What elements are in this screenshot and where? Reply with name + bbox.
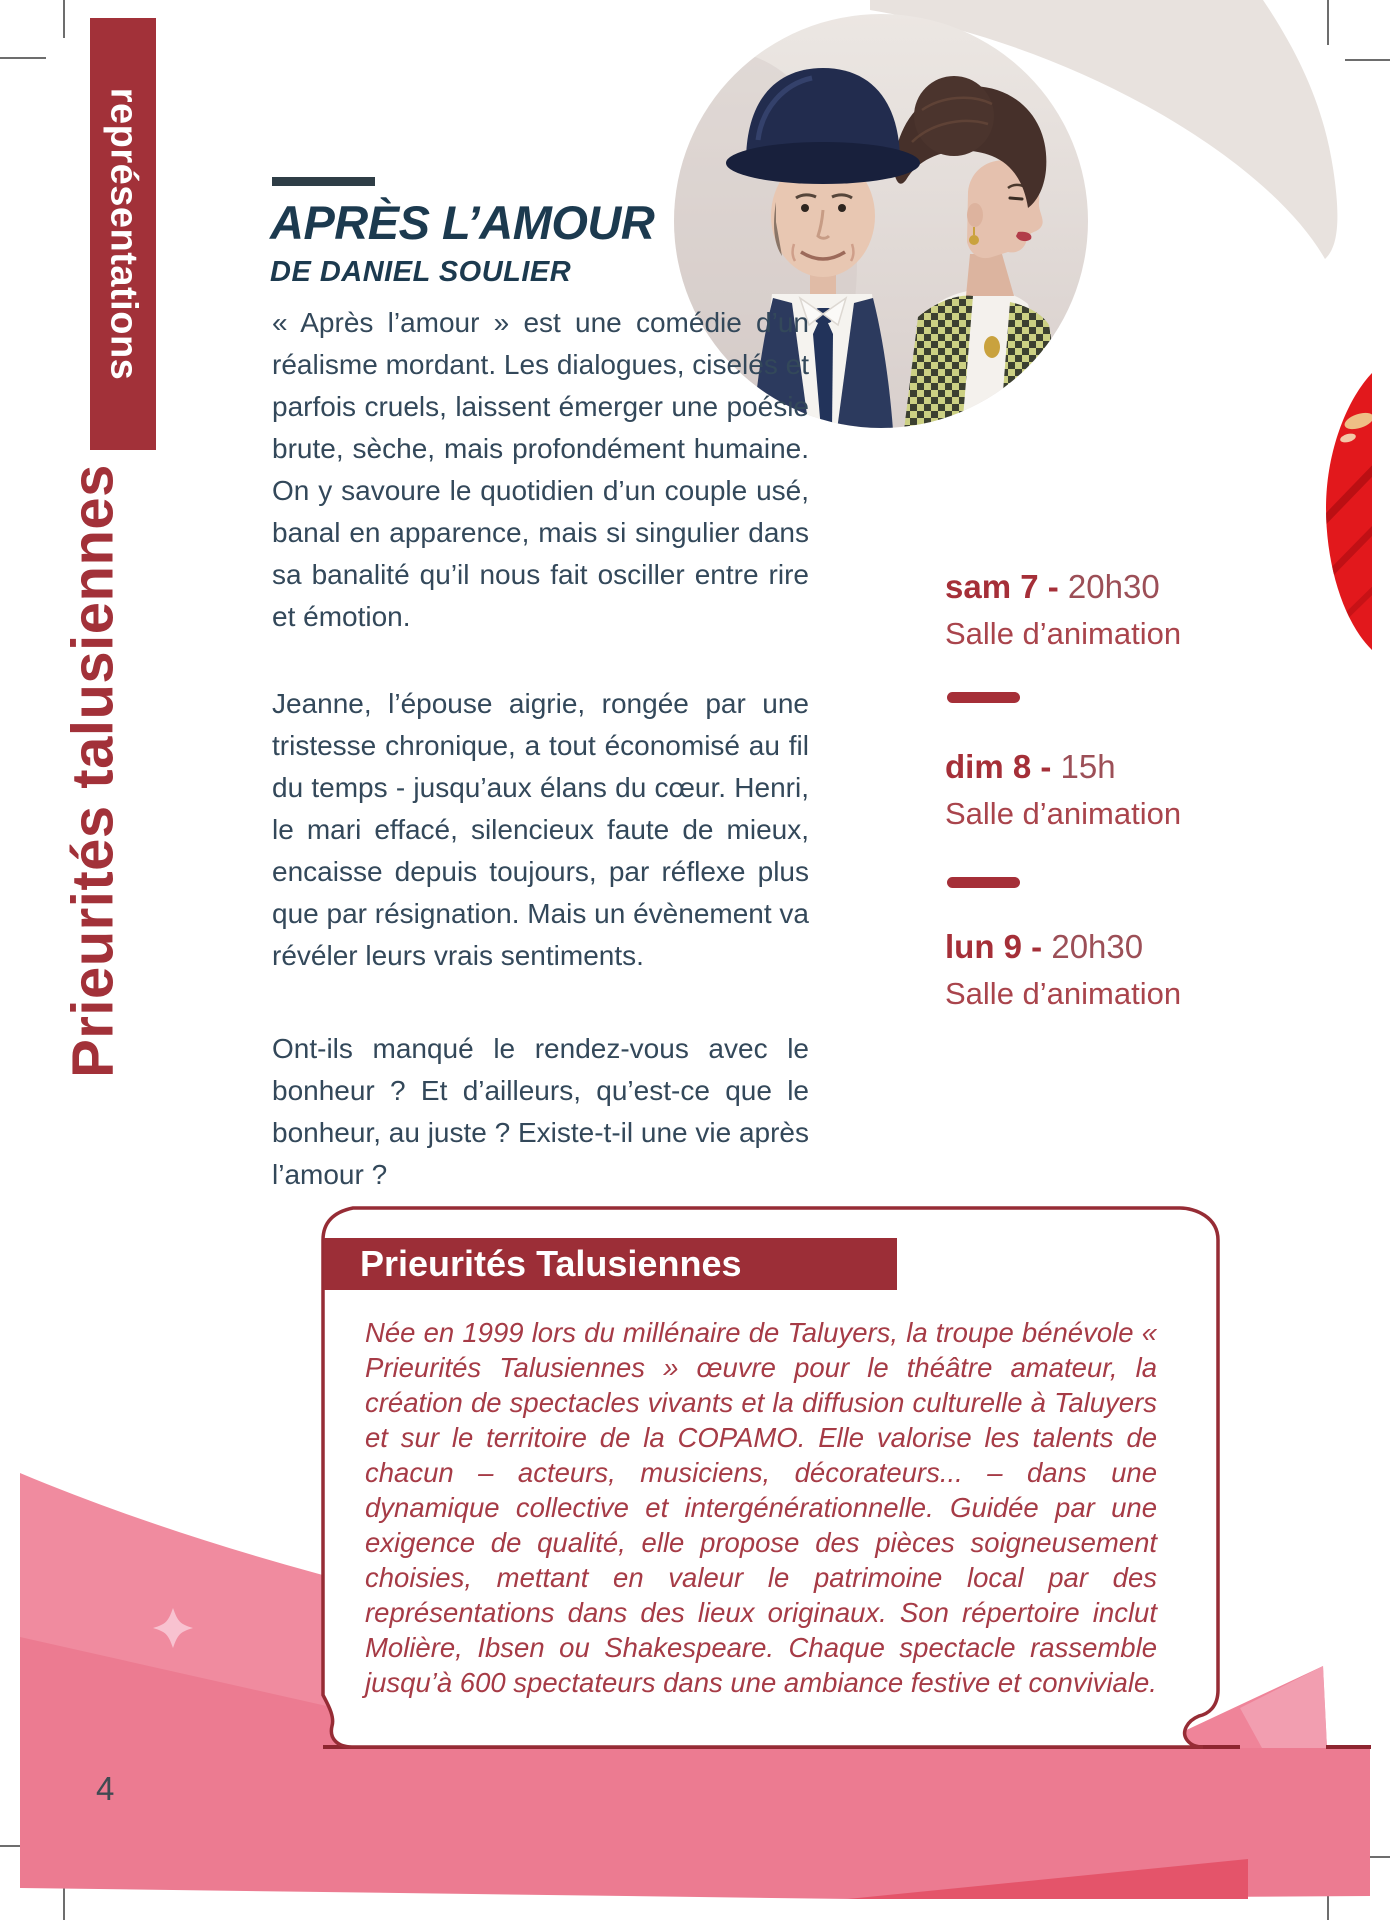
schedule-item-1 bbox=[945, 568, 1160, 606]
woman-ear bbox=[967, 203, 983, 227]
schedule-divider-dash bbox=[947, 692, 1020, 703]
man-eye-right bbox=[838, 204, 846, 212]
schedule-time: 15h bbox=[1060, 748, 1116, 785]
title-accent-bar bbox=[272, 177, 375, 186]
show-paragraph-3: Ont-ils manqué le rendez-vous avec le bonheur ? Et d’ailleurs, qu’est-ce que le bonheur, au juste ? Existe-t-il une vie après l’amour ? bbox=[272, 1033, 809, 1190]
sidebar-banner-label: représentations bbox=[102, 87, 145, 381]
pendant bbox=[984, 336, 1000, 358]
schedule-day: dim 8 - bbox=[945, 748, 1052, 785]
troupe-box-title: Prieurités Talusiennes bbox=[324, 1238, 897, 1290]
schedule-time: 20h30 bbox=[1051, 928, 1144, 965]
sidebar-series-title-label: Prieurités talusiennes bbox=[60, 464, 126, 1078]
sidebar-banner bbox=[90, 18, 156, 450]
band-top-line bbox=[1326, 1745, 1371, 1749]
schedule-venue: Salle d’animation bbox=[945, 616, 1182, 651]
man-eye-left bbox=[801, 204, 809, 212]
schedule-time: 20h30 bbox=[1067, 568, 1160, 605]
schedule-day: sam 7 - bbox=[945, 568, 1059, 605]
schedule-item-2 bbox=[945, 748, 1116, 786]
show-paragraph-2: Jeanne, l’épouse aigrie, rongée par une tristesse chronique, a tout économisé au fil du temps - jusqu’aux élans du cœur. Henri, le mari effacé, silencieux faute de mieux, encaisse depuis toujours, par réflexe plus que par résignation. Mais un évènement va révéler leurs vrais sentiments. bbox=[272, 688, 809, 971]
crop-mark bbox=[63, 0, 65, 38]
crop-mark bbox=[0, 57, 46, 59]
schedule-venue: Salle d’animation bbox=[945, 796, 1182, 831]
schedule-venue: Salle d’animation bbox=[945, 976, 1182, 1011]
page-number: 4 bbox=[96, 1770, 115, 1807]
page-title: APRÈS L’AMOUR bbox=[270, 196, 655, 249]
schedule-divider-dash bbox=[947, 877, 1020, 888]
show-author: DE DANIEL SOULIER bbox=[270, 256, 572, 288]
show-paragraph-1: « Après l’amour » est une comédie d’un réalisme mordant. Les dialogues, ciselés et parfois cruels, laissent émerger une poésie brute, sèche, mais profondément humaine. On y savoure le quotidien d’un couple usé, banal en apparence, mais si singulier dans sa banalité qu’il nous fait osciller entre rire et émotion. bbox=[272, 307, 809, 632]
woman-eye bbox=[1010, 198, 1022, 199]
woman-earring bbox=[969, 235, 979, 245]
schedule-day: lun 9 - bbox=[945, 928, 1043, 965]
red-bleed-shape bbox=[1320, 373, 1375, 650]
troupe-description: Née en 1999 lors du millénaire de Taluyers, la troupe bénévole « Prieurités Talusiennes » œuvre pour le théâtre amateur, la création de spectacles vivants et la diffusion culturelle à Taluyers et sur le territoire de la COPAMO. Elle valorise les talents de chacun – acteurs, musiciens, décorateurs... – dans une dynamique collective et intergénérationnelle. Guidée par une exigence de qualité, elle propose des pièces soigneusement choisies, mettant en valeur le patrimoine local par des représentations dans des lieux originaux. Son répertoire inclut Molière, Ibsen ou Shakespeare. Chaque spectacle rassemble jusqu’à 600 spectateurs dans une ambiance festive et conviviale. bbox=[365, 1317, 1157, 1698]
woman-hair-bun bbox=[914, 76, 994, 156]
sidebar-series-title bbox=[18, 445, 168, 1097]
schedule-item-3 bbox=[945, 928, 1143, 966]
